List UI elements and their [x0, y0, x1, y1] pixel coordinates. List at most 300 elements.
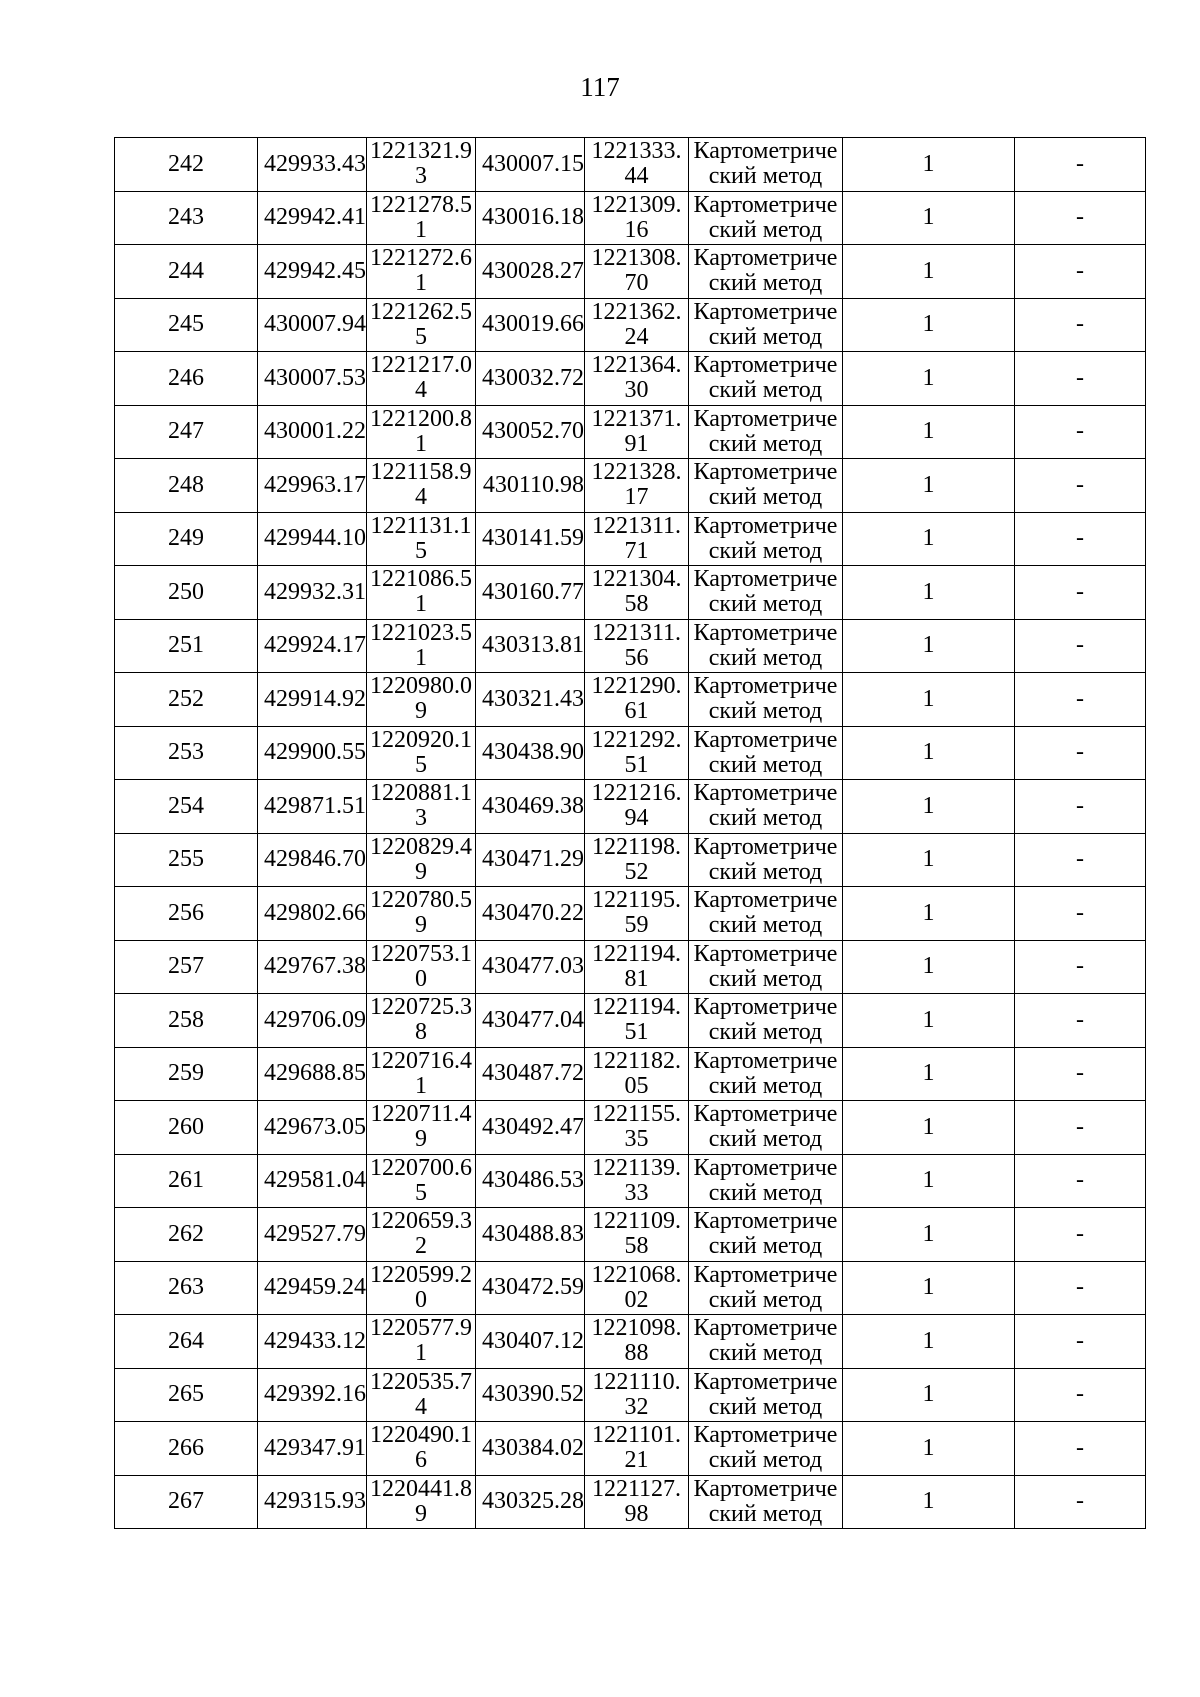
y-coordinate-line-2: 1 [415, 216, 427, 243]
x-coordinate: 429846.70 [258, 833, 367, 887]
y-coordinate-line-2: 6 [415, 1447, 427, 1474]
method [689, 1422, 843, 1476]
x-coordinate: 430007.53 [258, 352, 367, 406]
method-line-2: ский метод [708, 377, 823, 404]
y-coordinate-2 [585, 138, 689, 192]
y-coordinate-line-1: 1221278.5 [370, 191, 472, 218]
method-line-1: Картометриче [693, 726, 838, 753]
x-coordinate: 429347.91 [258, 1422, 367, 1476]
x-coordinate: 429942.45 [258, 245, 367, 299]
y-coordinate-2 [585, 994, 689, 1048]
method [689, 1047, 843, 1101]
method-line-2: ский метод [708, 912, 823, 939]
accuracy: 1 [843, 833, 1015, 887]
point-number: 248 [115, 459, 258, 513]
y-coordinate-line-1: 1221086.5 [370, 566, 472, 593]
y-coordinate-2-line-2: 16 [624, 216, 649, 243]
y-coordinate-line-2: 4 [415, 1393, 427, 1420]
y-coordinate-2 [585, 1368, 689, 1422]
y-coordinate [367, 1261, 476, 1315]
x-coordinate: 429315.93 [258, 1475, 367, 1529]
method-line-1: Картометриче [693, 994, 838, 1021]
x-coordinate: 429673.05 [258, 1101, 367, 1155]
y-coordinate-2-line-2: 94 [624, 805, 649, 832]
coordinates-table [114, 137, 1146, 1529]
y-coordinate-2-line-1: 1221304. [591, 566, 682, 593]
y-coordinate-2 [585, 1422, 689, 1476]
x-coordinate-2: 430160.77 [476, 566, 585, 620]
x-coordinate: 429871.51 [258, 780, 367, 834]
y-coordinate-line-1: 1220920.1 [370, 726, 472, 753]
table-row [115, 780, 1146, 834]
y-coordinate [367, 1475, 476, 1529]
point-number: 255 [115, 833, 258, 887]
accuracy: 1 [843, 352, 1015, 406]
method [689, 245, 843, 299]
note: - [1015, 459, 1146, 513]
x-coordinate: 429459.24 [258, 1261, 367, 1315]
method [689, 994, 843, 1048]
y-coordinate-2-line-2: 17 [624, 484, 649, 511]
y-coordinate [367, 1422, 476, 1476]
y-coordinate-line-2: 1 [415, 1072, 427, 1099]
y-coordinate-2 [585, 1208, 689, 1262]
y-coordinate-2-line-2: 98 [624, 1500, 649, 1527]
y-coordinate-line-2: 9 [415, 912, 427, 939]
y-coordinate-2 [585, 459, 689, 513]
y-coordinate [367, 298, 476, 352]
y-coordinate [367, 1208, 476, 1262]
x-coordinate: 429900.55 [258, 726, 367, 780]
y-coordinate-2-line-2: 02 [624, 1286, 649, 1313]
method-line-2: ский метод [708, 1447, 823, 1474]
note: - [1015, 1208, 1146, 1262]
accuracy: 1 [843, 780, 1015, 834]
table-row [115, 298, 1146, 352]
x-coordinate: 429933.43 [258, 138, 367, 192]
accuracy: 1 [843, 1368, 1015, 1422]
y-coordinate-2-line-2: 81 [624, 965, 649, 992]
y-coordinate-line-2: 1 [415, 644, 427, 671]
y-coordinate-line-1: 1220711.4 [370, 1101, 472, 1128]
y-coordinate-2-line-1: 1221109. [591, 1208, 682, 1235]
x-coordinate: 429942.41 [258, 191, 367, 245]
note: - [1015, 994, 1146, 1048]
accuracy: 1 [843, 994, 1015, 1048]
table-row [115, 1047, 1146, 1101]
y-coordinate-2-line-2: 32 [624, 1393, 649, 1420]
y-coordinate-line-1: 1221200.8 [370, 405, 472, 432]
accuracy: 1 [843, 1154, 1015, 1208]
accuracy: 1 [843, 138, 1015, 192]
y-coordinate-2-line-2: 51 [624, 1019, 649, 1046]
y-coordinate [367, 1315, 476, 1369]
note: - [1015, 245, 1146, 299]
x-coordinate: 429433.12 [258, 1315, 367, 1369]
note: - [1015, 298, 1146, 352]
y-coordinate-line-1: 1220535.7 [370, 1368, 472, 1395]
method [689, 298, 843, 352]
note: - [1015, 1101, 1146, 1155]
point-number: 256 [115, 887, 258, 941]
y-coordinate [367, 1101, 476, 1155]
table-row [115, 1261, 1146, 1315]
x-coordinate: 429932.31 [258, 566, 367, 620]
y-coordinate-2-line-2: 58 [624, 591, 649, 618]
y-coordinate-2-line-1: 1221182. [591, 1047, 682, 1074]
page-number: 117 [580, 72, 620, 102]
method-line-2: ский метод [708, 1019, 823, 1046]
point-number: 263 [115, 1261, 258, 1315]
method-line-1: Картометриче [693, 298, 838, 325]
method-line-1: Картометриче [693, 1154, 838, 1181]
y-coordinate-2 [585, 1047, 689, 1101]
y-coordinate-2-line-2: 44 [624, 163, 649, 190]
x-coordinate: 429802.66 [258, 887, 367, 941]
y-coordinate-2-line-2: 21 [624, 1447, 649, 1474]
accuracy: 1 [843, 1047, 1015, 1101]
y-coordinate-line-1: 1220980.0 [370, 673, 472, 700]
method [689, 1368, 843, 1422]
point-number: 247 [115, 405, 258, 459]
y-coordinate-2 [585, 1261, 689, 1315]
note: - [1015, 940, 1146, 994]
y-coordinate-2-line-1: 1221195. [591, 887, 682, 914]
point-number: 257 [115, 940, 258, 994]
method [689, 619, 843, 673]
table-row [115, 352, 1146, 406]
y-coordinate-line-1: 1221158.9 [370, 459, 472, 486]
y-coordinate [367, 940, 476, 994]
point-number: 242 [115, 138, 258, 192]
y-coordinate-2-line-2: 61 [624, 698, 649, 725]
y-coordinate-2 [585, 833, 689, 887]
x-coordinate: 429914.92 [258, 673, 367, 727]
y-coordinate-2-line-1: 1221290. [591, 673, 682, 700]
point-number: 261 [115, 1154, 258, 1208]
x-coordinate-2: 430469.38 [476, 780, 585, 834]
table-row [115, 1154, 1146, 1208]
y-coordinate-2-line-2: 58 [624, 1233, 649, 1260]
accuracy: 1 [843, 673, 1015, 727]
note: - [1015, 780, 1146, 834]
x-coordinate: 429688.85 [258, 1047, 367, 1101]
method-line-1: Картометриче [693, 352, 838, 379]
y-coordinate-line-1: 1220700.6 [370, 1154, 472, 1181]
x-coordinate-2: 430384.02 [476, 1422, 585, 1476]
accuracy: 1 [843, 298, 1015, 352]
method-line-2: ский метод [708, 644, 823, 671]
y-coordinate [367, 1368, 476, 1422]
x-coordinate-2: 430390.52 [476, 1368, 585, 1422]
y-coordinate-2-line-1: 1221311. [591, 619, 682, 646]
table-row [115, 833, 1146, 887]
y-coordinate-2-line-1: 1221155. [591, 1101, 682, 1128]
x-coordinate: 429767.38 [258, 940, 367, 994]
y-coordinate-2-line-1: 1221333. [591, 138, 682, 165]
y-coordinate [367, 833, 476, 887]
accuracy: 1 [843, 940, 1015, 994]
x-coordinate-2: 430477.04 [476, 994, 585, 1048]
method [689, 887, 843, 941]
y-coordinate-line-2: 0 [415, 965, 427, 992]
x-coordinate-2: 430019.66 [476, 298, 585, 352]
y-coordinate [367, 619, 476, 673]
point-number: 244 [115, 245, 258, 299]
note: - [1015, 191, 1146, 245]
y-coordinate-2 [585, 245, 689, 299]
y-coordinate [367, 673, 476, 727]
point-number: 267 [115, 1475, 258, 1529]
table-row [115, 1422, 1146, 1476]
point-number: 258 [115, 994, 258, 1048]
y-coordinate [367, 994, 476, 1048]
y-coordinate-2-line-1: 1221292. [591, 726, 682, 753]
point-number: 249 [115, 512, 258, 566]
x-coordinate: 429581.04 [258, 1154, 367, 1208]
y-coordinate-2-line-1: 1221328. [591, 459, 682, 486]
method-line-1: Картометриче [693, 1101, 838, 1128]
note: - [1015, 673, 1146, 727]
method-line-2: ский метод [708, 858, 823, 885]
point-number: 246 [115, 352, 258, 406]
y-coordinate [367, 512, 476, 566]
y-coordinate-2-line-2: 71 [624, 537, 649, 564]
point-number: 254 [115, 780, 258, 834]
x-coordinate-2: 430486.53 [476, 1154, 585, 1208]
note: - [1015, 405, 1146, 459]
y-coordinate-2-line-2: 30 [624, 377, 649, 404]
x-coordinate: 429392.16 [258, 1368, 367, 1422]
accuracy: 1 [843, 191, 1015, 245]
y-coordinate [367, 405, 476, 459]
method-line-1: Картометриче [693, 1315, 838, 1342]
method-line-1: Картометриче [693, 887, 838, 914]
y-coordinate [367, 191, 476, 245]
accuracy: 1 [843, 459, 1015, 513]
table-row [115, 940, 1146, 994]
x-coordinate-2: 430438.90 [476, 726, 585, 780]
y-coordinate-line-1: 1220441.8 [370, 1475, 472, 1502]
y-coordinate-2 [585, 619, 689, 673]
method-line-1: Картометриче [693, 1475, 838, 1502]
note: - [1015, 887, 1146, 941]
method [689, 673, 843, 727]
y-coordinate-line-1: 1220881.1 [370, 780, 472, 807]
y-coordinate-2-line-2: 24 [624, 323, 649, 350]
method-line-1: Картометриче [693, 673, 838, 700]
y-coordinate-line-2: 9 [415, 1126, 427, 1153]
accuracy: 1 [843, 887, 1015, 941]
y-coordinate-2-line-1: 1221362. [591, 298, 682, 325]
y-coordinate-line-1: 1220659.3 [370, 1208, 472, 1235]
method [689, 833, 843, 887]
y-coordinate-line-2: 3 [415, 805, 427, 832]
x-coordinate-2: 430032.72 [476, 352, 585, 406]
x-coordinate-2: 430470.22 [476, 887, 585, 941]
table-row [115, 566, 1146, 620]
x-coordinate-2: 430488.83 [476, 1208, 585, 1262]
y-coordinate-2-line-2: 88 [624, 1340, 649, 1367]
y-coordinate-2-line-1: 1221101. [591, 1422, 682, 1449]
y-coordinate [367, 459, 476, 513]
x-coordinate: 430007.94 [258, 298, 367, 352]
note: - [1015, 512, 1146, 566]
y-coordinate-line-2: 5 [415, 323, 427, 350]
y-coordinate-2 [585, 673, 689, 727]
y-coordinate [367, 726, 476, 780]
y-coordinate-2-line-2: 33 [624, 1179, 649, 1206]
note: - [1015, 352, 1146, 406]
y-coordinate-2 [585, 352, 689, 406]
point-number: 243 [115, 191, 258, 245]
y-coordinate-line-2: 1 [415, 591, 427, 618]
x-coordinate: 429527.79 [258, 1208, 367, 1262]
method-line-1: Картометриче [693, 1368, 838, 1395]
method-line-2: ский метод [708, 1179, 823, 1206]
point-number: 252 [115, 673, 258, 727]
point-number: 259 [115, 1047, 258, 1101]
y-coordinate-2 [585, 726, 689, 780]
y-coordinate-2-line-1: 1221194. [591, 994, 682, 1021]
method [689, 512, 843, 566]
method-line-1: Картометриче [693, 940, 838, 967]
point-number: 265 [115, 1368, 258, 1422]
accuracy: 1 [843, 405, 1015, 459]
accuracy: 1 [843, 1315, 1015, 1369]
table-body [115, 138, 1146, 1529]
y-coordinate-2-line-1: 1221309. [591, 191, 682, 218]
y-coordinate-2-line-1: 1221068. [591, 1261, 682, 1288]
y-coordinate [367, 1047, 476, 1101]
method [689, 1261, 843, 1315]
method [689, 1475, 843, 1529]
y-coordinate-line-1: 1220829.4 [370, 833, 472, 860]
y-coordinate-line-2: 9 [415, 1500, 427, 1527]
y-coordinate-line-2: 4 [415, 377, 427, 404]
note: - [1015, 1261, 1146, 1315]
y-coordinate-line-2: 5 [415, 1179, 427, 1206]
method [689, 1315, 843, 1369]
method [689, 459, 843, 513]
y-coordinate-2-line-1: 1221308. [591, 245, 682, 272]
method-line-2: ский метод [708, 537, 823, 564]
y-coordinate-line-2: 1 [415, 430, 427, 457]
table-row [115, 245, 1146, 299]
point-number: 253 [115, 726, 258, 780]
table-row [115, 191, 1146, 245]
method-line-2: ский метод [708, 1286, 823, 1313]
method [689, 405, 843, 459]
y-coordinate-line-2: 5 [415, 537, 427, 564]
point-number: 266 [115, 1422, 258, 1476]
y-coordinate-2 [585, 940, 689, 994]
method-line-1: Картометриче [693, 459, 838, 486]
method-line-2: ский метод [708, 965, 823, 992]
y-coordinate-2 [585, 1475, 689, 1529]
point-number: 264 [115, 1315, 258, 1369]
method-line-2: ский метод [708, 1233, 823, 1260]
point-number: 260 [115, 1101, 258, 1155]
y-coordinate-line-2: 5 [415, 751, 427, 778]
y-coordinate [367, 245, 476, 299]
method-line-1: Картометриче [693, 833, 838, 860]
x-coordinate-2: 430321.43 [476, 673, 585, 727]
x-coordinate-2: 430407.12 [476, 1315, 585, 1369]
y-coordinate-2-line-1: 1221194. [591, 940, 682, 967]
note: - [1015, 1368, 1146, 1422]
y-coordinate-2-line-2: 56 [624, 644, 649, 671]
y-coordinate-2-line-2: 52 [624, 858, 649, 885]
table-row [115, 726, 1146, 780]
y-coordinate-2-line-2: 91 [624, 430, 649, 457]
method [689, 1101, 843, 1155]
method-line-2: ский метод [708, 698, 823, 725]
method-line-2: ский метод [708, 591, 823, 618]
y-coordinate [367, 352, 476, 406]
x-coordinate-2: 430492.47 [476, 1101, 585, 1155]
note: - [1015, 1315, 1146, 1369]
y-coordinate-2 [585, 191, 689, 245]
method [689, 1154, 843, 1208]
y-coordinate-line-2: 1 [415, 270, 427, 297]
x-coordinate-2: 430472.59 [476, 1261, 585, 1315]
note: - [1015, 566, 1146, 620]
accuracy: 1 [843, 1208, 1015, 1262]
y-coordinate-line-1: 1220725.3 [370, 994, 472, 1021]
note: - [1015, 833, 1146, 887]
table-row [115, 1315, 1146, 1369]
y-coordinate-2-line-2: 05 [624, 1072, 649, 1099]
note: - [1015, 1047, 1146, 1101]
note: - [1015, 619, 1146, 673]
x-coordinate-2: 430313.81 [476, 619, 585, 673]
note: - [1015, 1422, 1146, 1476]
point-number: 251 [115, 619, 258, 673]
y-coordinate-line-1: 1221131.1 [370, 512, 472, 539]
y-coordinate-line-1: 1220577.9 [370, 1315, 472, 1342]
y-coordinate-line-2: 0 [415, 1286, 427, 1313]
point-number: 262 [115, 1208, 258, 1262]
method-line-2: ский метод [708, 216, 823, 243]
y-coordinate [367, 780, 476, 834]
method-line-1: Картометриче [693, 780, 838, 807]
method [689, 1208, 843, 1262]
method-line-2: ский метод [708, 805, 823, 832]
y-coordinate-line-2: 8 [415, 1019, 427, 1046]
note: - [1015, 138, 1146, 192]
table-row [115, 1208, 1146, 1262]
x-coordinate-2: 430028.27 [476, 245, 585, 299]
y-coordinate-2 [585, 1101, 689, 1155]
y-coordinate-line-1: 1220753.1 [370, 940, 472, 967]
method-line-1: Картометриче [693, 405, 838, 432]
y-coordinate-2-line-1: 1221139. [591, 1154, 682, 1181]
table-row [115, 459, 1146, 513]
method [689, 352, 843, 406]
method-line-1: Картометриче [693, 245, 838, 272]
point-number: 245 [115, 298, 258, 352]
x-coordinate: 429963.17 [258, 459, 367, 513]
method [689, 138, 843, 192]
accuracy: 1 [843, 566, 1015, 620]
table-row [115, 619, 1146, 673]
accuracy: 1 [843, 1475, 1015, 1529]
point-number: 250 [115, 566, 258, 620]
y-coordinate-2 [585, 405, 689, 459]
x-coordinate-2: 430052.70 [476, 405, 585, 459]
method-line-1: Картометриче [693, 191, 838, 218]
